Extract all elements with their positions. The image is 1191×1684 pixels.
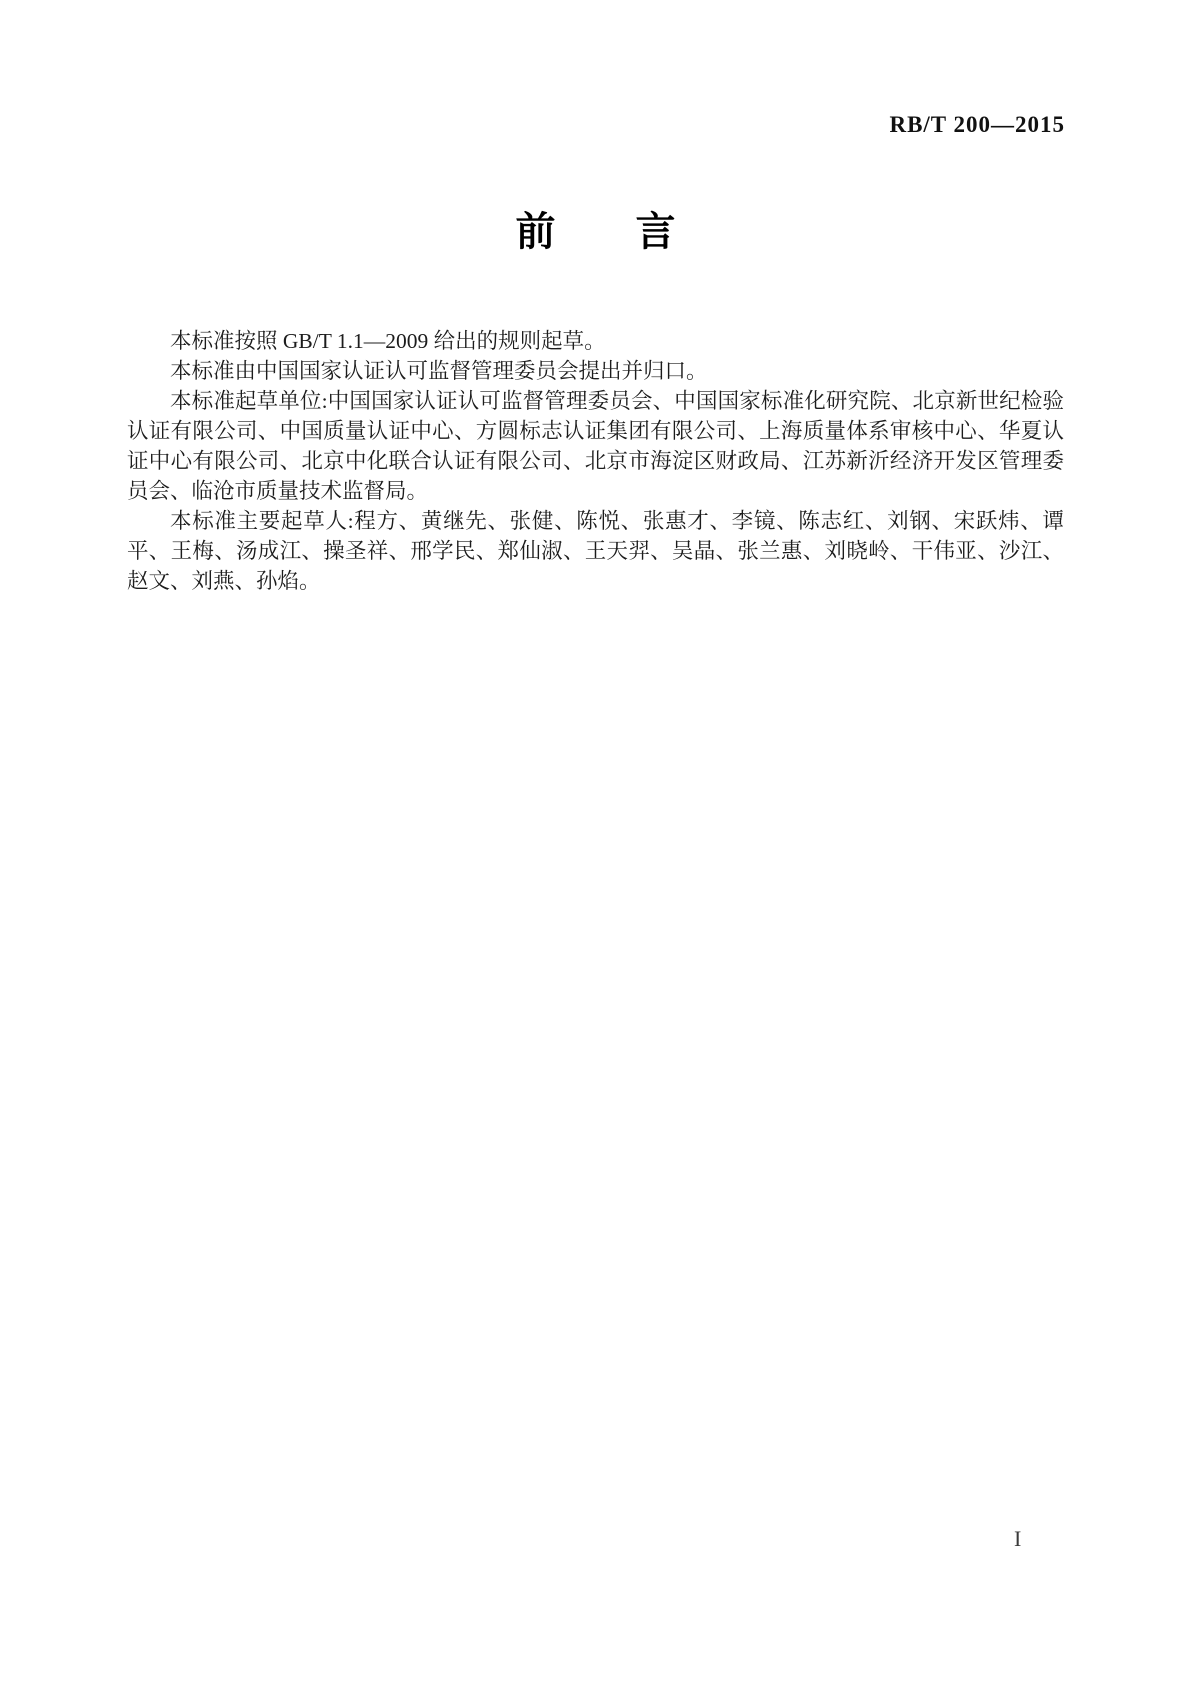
paragraph-drafting-organizations: 本标准起草单位:中国国家认证认可监督管理委员会、中国国家标准化研究院、北京新世纪检验认证有限公司、中国质量认证中心、方圆标志认证集团有限公司、上海质量体系审核中心、华夏认证中心有限公司、北京中化联合认证有限公司、北京市海淀区财政局、江苏新沂经济开发区管理委员会、临沧市质量技术监督局。 bbox=[127, 389, 1064, 503]
paragraph-main-drafters: 本标准主要起草人:程方、黄继先、张健、陈悦、张惠才、李镜、陈志红、刘钢、宋跃炜、谭平、王梅、汤成江、操圣祥、邢学民、郑仙淑、王天羿、吴晶、张兰惠、刘晓岭、干伟亚、沙江、赵文、刘燕、孙焰。 bbox=[127, 509, 1064, 593]
foreword-title: 前 言 bbox=[515, 210, 676, 254]
page-number: I bbox=[1014, 1526, 1022, 1551]
standard-number-header: RB/T 200—2015 bbox=[889, 112, 1065, 137]
foreword-body bbox=[127, 326, 1064, 596]
paragraph-drafting-rule: 本标准按照 GB/T 1.1—2009 给出的规则起草。 bbox=[170, 329, 606, 353]
paragraph-proposing-body: 本标准由中国国家认证认可监督管理委员会提出并归口。 bbox=[170, 359, 708, 383]
